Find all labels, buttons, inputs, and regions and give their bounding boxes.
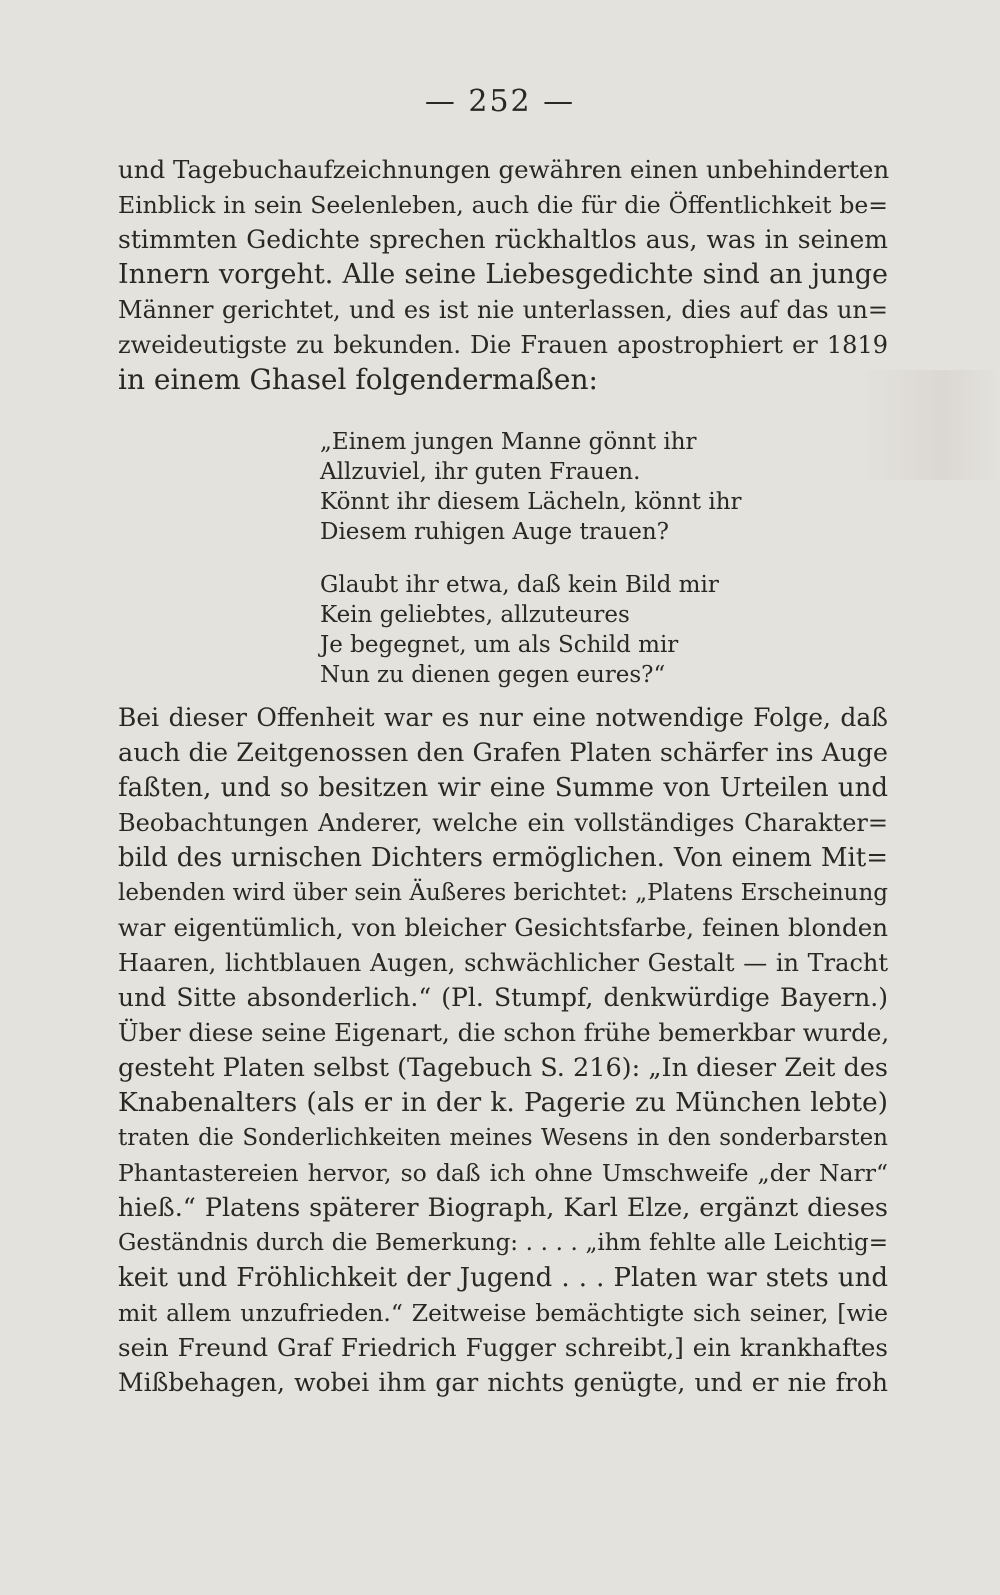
- verse-line: Glaubt ihr etwa, daß kein Bild mir: [320, 572, 719, 598]
- verse-line: Kein geliebtes, allzuteures: [320, 602, 630, 628]
- text-line: in einem Ghasel folgendermaßen:: [118, 363, 598, 396]
- text-line: und Sitte absonderlich.“ (Pl. Stumpf, denkwürdige Bayern.): [118, 983, 888, 1012]
- verse-line: Allzuviel, ihr guten Frauen.: [320, 459, 641, 485]
- text-line: sein Freund Graf Friedrich Fugger schreibt,] ein krankhaftes: [118, 1333, 888, 1362]
- text-line: Männer gerichtet, und es ist nie unterlassen, dies auf das un=: [118, 296, 888, 324]
- text-line: gesteht Platen selbst (Tagebuch S. 216): „In dieser Zeit des: [118, 1053, 889, 1083]
- text-line: Einblick in sein Seelenleben, auch die für die Öffentlichkeit be=: [118, 191, 888, 219]
- text-line: Geständnis durch die Bemerkung: . . . . „ihm fehlte alle Leichtig=: [118, 1230, 888, 1256]
- text-line: zweideutigste zu bekunden. Die Frauen apostrophiert er 1819: [118, 331, 888, 359]
- text-line: Beobachtungen Anderer, welche ein vollständiges Charakter=: [118, 809, 888, 837]
- text-line: war eigentümlich, von bleicher Gesichtsfarbe, feinen blonden: [118, 913, 888, 942]
- text-line: mit allem unzufrieden.“ Zeitweise bemächtigte sich seiner, [wie: [118, 1299, 888, 1327]
- text-line: Knabenalters (als er in der k. Pagerie zu München lebte): [118, 1087, 888, 1118]
- text-line: Bei dieser Offenheit war es nur eine notwendige Folge, daß: [118, 703, 888, 732]
- verse-line: Nun zu dienen gegen eures?“: [320, 662, 666, 688]
- text-line: keit und Fröhlichkeit der Jugend . . . Platen war stets und: [118, 1263, 888, 1293]
- text-line: lebenden wird über sein Äußeres berichtet: „Platens Erscheinung: [118, 880, 888, 906]
- page-number: — 252 —: [424, 84, 576, 119]
- text-line: auch die Zeitgenossen den Grafen Platen schärfer ins Auge: [118, 738, 888, 768]
- verse-line: Könnt ihr diesem Lächeln, könnt ihr: [320, 489, 742, 515]
- text-line: und Tagebuchaufzeichnungen gewähren einen unbehinderten: [118, 155, 890, 184]
- verse-line: Diesem ruhigen Auge trauen?: [320, 519, 669, 545]
- text-line: Über diese seine Eigenart, die schon frühe bemerkbar wurde,: [118, 1018, 890, 1047]
- text-line: hieß.“ Platens späterer Biograph, Karl Elze, ergänzt dieses: [118, 1193, 888, 1223]
- text-line: Innern vorgeht. Alle seine Liebesgedichte sind an junge: [118, 259, 888, 290]
- text-line: traten die Sonderlichkeiten meines Wesens in den sonderbarsten: [118, 1125, 888, 1151]
- text-line: Haaren, lichtblauen Augen, schwächlicher Gestalt — in Tracht: [118, 949, 888, 977]
- text-line: Mißbehagen, wobei ihm gar nichts genügte, und er nie froh: [118, 1368, 888, 1397]
- text-line: stimmten Gedichte sprechen rückhaltlos aus, was in seinem: [118, 225, 888, 254]
- text-line: faßten, und so besitzen wir eine Summe von Urteilen und: [118, 773, 888, 803]
- text-line: bild des urnischen Dichters ermöglichen. Von einem Mit=: [118, 843, 888, 873]
- verse-line: Je begegnet, um als Schild mir: [320, 632, 679, 658]
- text-line: Phantastereien hervor, so daß ich ohne Umschweife „der Narr“: [118, 1159, 888, 1187]
- verse-line: „Einem jungen Manne gönnt ihr: [320, 429, 697, 455]
